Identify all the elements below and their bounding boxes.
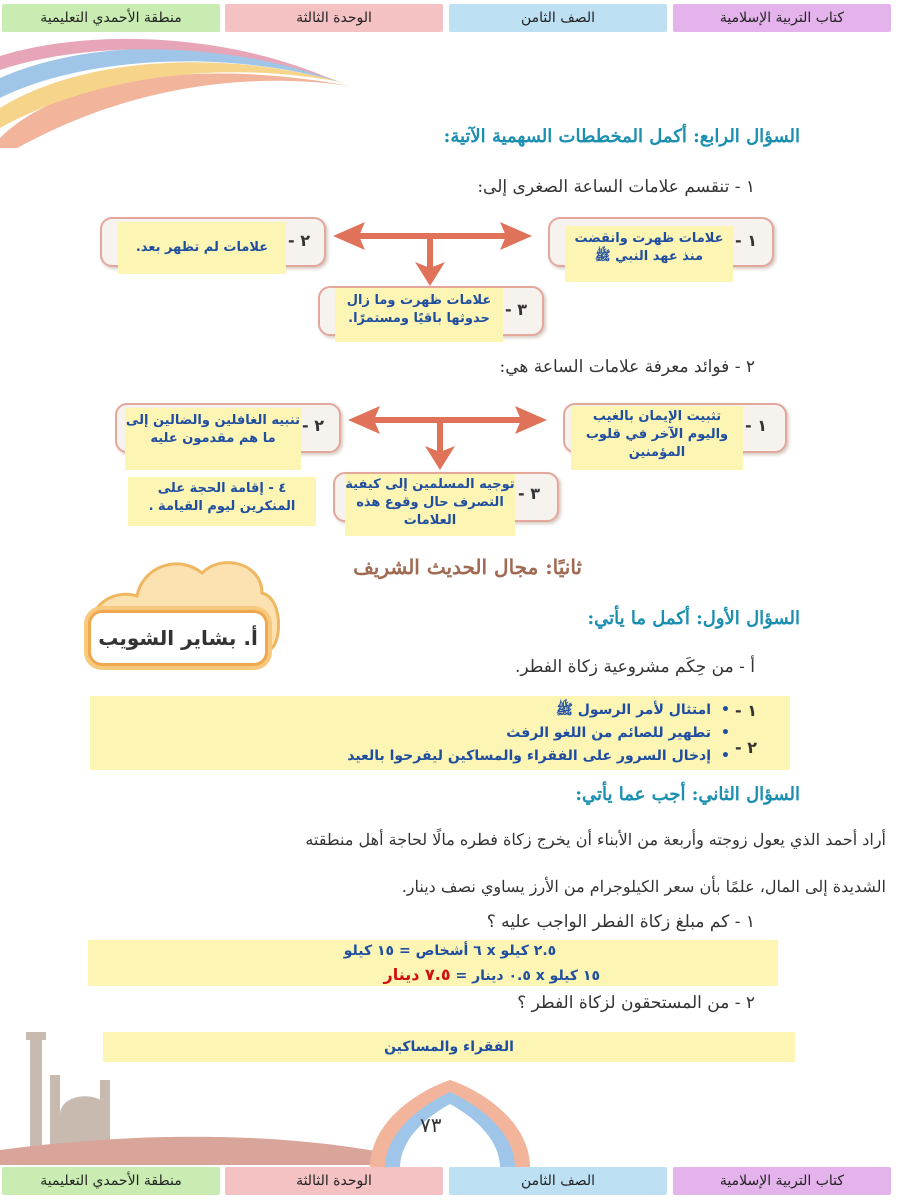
q1-answer-3: • إدخال السرور على الفقراء والمساكين ليفرحوا بالعيد xyxy=(347,745,730,768)
q4-item2: ٢ - فوائد معرفة علامات الساعة هي: xyxy=(499,357,755,377)
q2-calc-expression: ١٥ كيلو x ٠.٥ دينار = xyxy=(455,968,600,984)
d2-answer-3: توجيه المسلمين إلى كيفية التصرف حال وقوع هذه العلامات xyxy=(345,474,515,536)
page-number-arch xyxy=(365,1078,535,1168)
d1-arrows xyxy=(325,222,540,292)
tab-district-footer: منطقة الأحمدي التعليمية xyxy=(2,1167,220,1195)
q2-paragraph-line2: الشديدة إلى المال، علمًا بأن سعر الكيلوجرام من الأرز يساوي نصف دينار. xyxy=(401,877,886,896)
teacher-name-badge: أ. بشاير الشويب xyxy=(88,610,268,666)
page-number: ٧٣ xyxy=(420,1113,442,1137)
d2-num-1: ١ - xyxy=(745,416,767,435)
q2-sub2: ٢ - من المستحقون لزكاة الفطر ؟ xyxy=(517,993,755,1013)
tab-grade: الصف الثامن xyxy=(449,4,667,32)
tab-book-footer: كتاب التربية الإسلامية xyxy=(673,1167,891,1195)
d2-num-3: ٣ - xyxy=(518,484,540,503)
d2-answer-2: تنبيه الغافلين والضالين إلى ما هم مقدمون عليه xyxy=(125,408,301,470)
q2-sub1: ١ - كم مبلغ زكاة الفطر الواجب عليه ؟ xyxy=(486,912,755,932)
q1-num-1: ١ - xyxy=(735,701,757,720)
q1-title: السؤال الأول: أكمل ما يأتي: xyxy=(587,608,800,629)
q2-answer2: الفقراء والمساكين xyxy=(103,1032,795,1062)
q2-paragraph-line1: أراد أحمد الذي يعول زوجته وأربعة من الأبناء أن يخرج زكاة فطره مالًا لحاجة أهل منطقته xyxy=(305,830,886,849)
d2-answer-1: تثبيت الإيمان بالغيب واليوم الآخر في قلوب المؤمنين xyxy=(571,406,743,470)
section2-title: ثانيًا: مجال الحديث الشريف xyxy=(353,555,582,579)
q4-item1: ١ - تنقسم علامات الساعة الصغرى إلى: xyxy=(477,177,755,197)
d1-answer-3: علامات ظهرت وما زال حدوثها باقيًا ومستمرًا. xyxy=(335,288,503,342)
q2-calc-line2 xyxy=(270,964,600,987)
decorative-swoosh xyxy=(0,38,360,148)
q1-answer-1: • امتثال لأمر الرسول ﷺ xyxy=(347,699,730,722)
d1-num-2: ٢ - xyxy=(288,231,310,250)
d1-num-1: ١ - xyxy=(735,231,757,250)
d1-num-3: ٣ - xyxy=(505,300,527,319)
footer-tabbar xyxy=(0,1167,900,1197)
q2-calc-line1: ٢.٥ كيلو x ٦ أشخاص = ١٥ كيلو xyxy=(343,943,557,959)
q4-title: السؤال الرابع: أكمل المخططات السهمية الآتية: xyxy=(443,126,800,147)
tab-unit-footer: الوحدة الثالثة xyxy=(225,1167,443,1195)
d1-answer-2: علامات لم تظهر بعد. xyxy=(118,222,286,274)
d2-arrows xyxy=(340,406,555,476)
mosque-silhouette xyxy=(0,1020,420,1165)
tab-grade-footer: الصف الثامن xyxy=(449,1167,667,1195)
tab-unit: الوحدة الثالثة xyxy=(225,4,443,32)
q1-subtitle: أ - من حِكَم مشروعية زكاة الفطر. xyxy=(514,657,755,677)
header-tabbar xyxy=(0,4,900,34)
d2-num-2: ٢ - xyxy=(302,416,324,435)
q2-title: السؤال الثاني: أجب عما يأتي: xyxy=(575,784,800,805)
q1-num-2: ٢ - xyxy=(735,738,757,757)
d1-answer-1: علامات ظهرت وانقضت منذ عهد النبي ﷺ xyxy=(565,226,733,282)
q1-answer-list xyxy=(347,699,730,768)
tab-book: كتاب التربية الإسلامية xyxy=(673,4,891,32)
d2-extra-answer: ٤ - إقامة الحجة على المنكرين ليوم القيامة . xyxy=(128,477,316,526)
tab-district: منطقة الأحمدي التعليمية xyxy=(2,4,220,32)
q1-answer-2: • تطهير للصائم من اللغو الرفث xyxy=(347,722,730,745)
q2-calc-result: ٧.٥ دينار xyxy=(383,965,451,984)
